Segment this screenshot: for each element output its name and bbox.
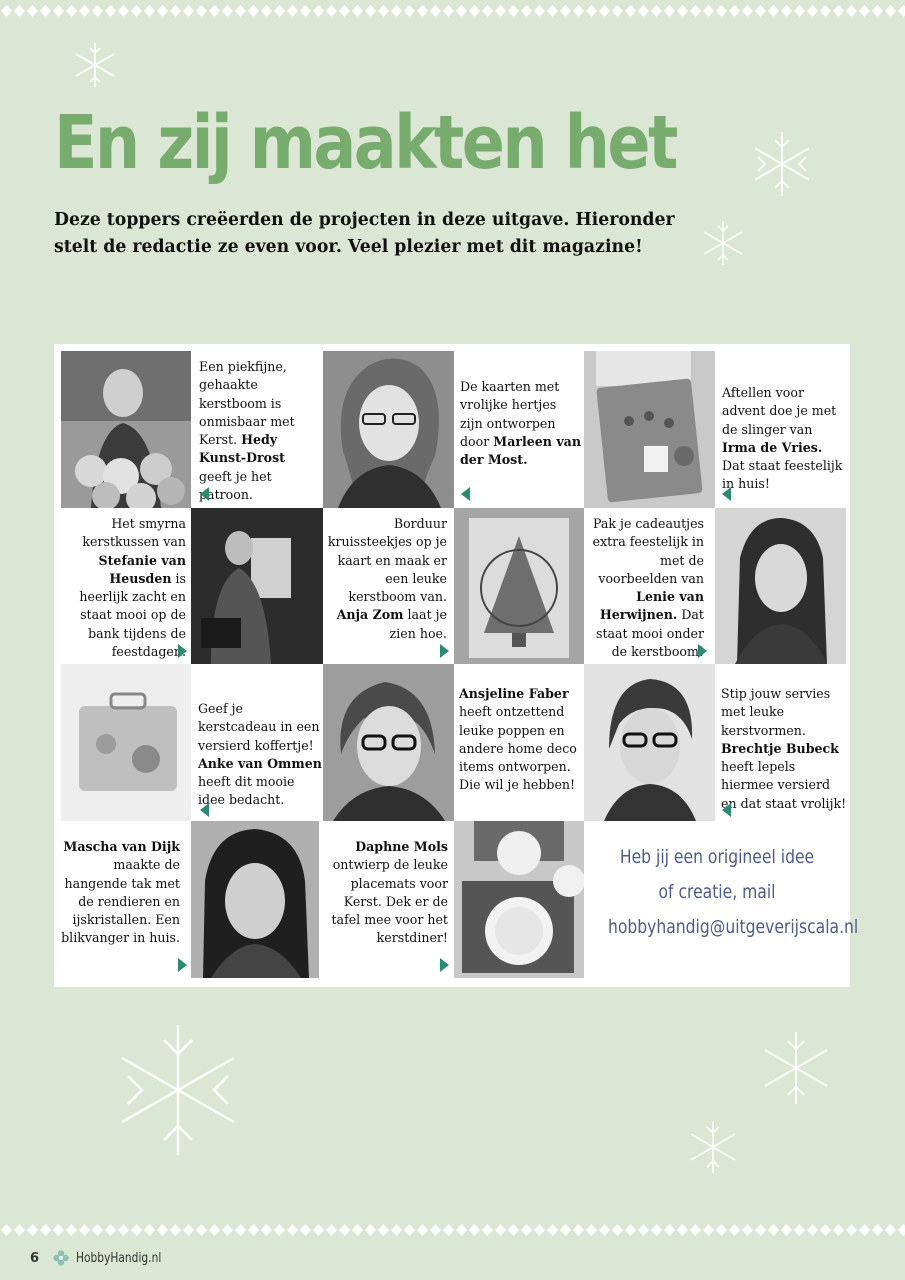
photo-anja-project [454, 508, 584, 664]
blurb-irma [722, 384, 848, 494]
photo-mascha [191, 821, 319, 978]
arrow-right-icon [178, 958, 187, 972]
callout-line: of creatie, mail [658, 881, 776, 903]
maker-name: Anja Zom [336, 607, 404, 623]
photo-daphne-project [454, 821, 584, 978]
maker-name: Daphne Mols [355, 839, 448, 854]
maker-name: Stefanie van Heusden [98, 552, 186, 586]
arrow-right-icon [698, 644, 707, 658]
maker-name: Lenie van Herwijnen. [599, 589, 704, 623]
blurb-text: ontwierp de leuke placemats voor Kerst. Dek er de tafel mee voor het kerstdiner! [331, 857, 448, 946]
photo-anke-project [61, 664, 191, 821]
photo-stefanie [191, 508, 323, 664]
blurb-text: Pak je cadeautjes extra feestelijk in met de voorbeelden van [592, 516, 704, 586]
blurb-stefanie [58, 515, 186, 661]
maker-name: Anke van Ommen [198, 755, 322, 771]
maker-name: Hedy Kunst-Drost [199, 432, 285, 466]
blurb-ansjeline [459, 685, 583, 795]
blurb-text: geeft je het patroon. [199, 468, 272, 503]
photo-brechtje [584, 664, 715, 821]
flower-icon [52, 1249, 70, 1267]
blurb-text: Geef je kerstcadeau in een versierd koffertje! [198, 701, 320, 753]
blurb-hedy [199, 358, 321, 504]
intro-text: Deze toppers creëerden de projecten in deze uitgave. Hieronder stelt de redactie ze even voor. Veel plezier met dit magazine! [54, 210, 675, 257]
arrow-right-icon [178, 644, 187, 658]
snowflake-icon [756, 1028, 836, 1108]
arrow-left-icon [200, 803, 209, 817]
maker-name: Mascha van Dijk [63, 839, 180, 854]
blurb-mascha [60, 838, 180, 948]
diamond-pattern [0, 0, 905, 22]
blurb-text: heeft lepels hiermee versierd en dat staat vrolijk! [721, 759, 847, 811]
blurb-daphne [330, 838, 448, 948]
top-diamond-border [0, 0, 905, 22]
maker-name: Brechtje Bubeck [721, 740, 839, 756]
blurb-text: Aftellen voor advent doe je met de slinger van [722, 385, 837, 437]
blurb-text: Een piekfijne, gehaakte kerstboom is onmisbaar met Kerst. [199, 359, 295, 448]
blurb-text: Het smyrna kerstkussen van [82, 516, 186, 550]
blurb-text: heeft ontzettend leuke poppen en andere home deco items ontworpen. Die wil je hebben! [459, 704, 577, 793]
photo-irma-project [584, 351, 715, 508]
photo-marleen [323, 351, 454, 508]
maker-name: Marleen van der Most. [460, 433, 581, 468]
site-name: HobbyHandig.nl [76, 1251, 162, 1266]
blurb-marleen [460, 378, 582, 469]
blurb-anke [198, 700, 322, 810]
maker-name: Ansjeline Faber [459, 686, 569, 701]
arrow-left-icon [722, 487, 731, 501]
blurb-text: is heerlijk zacht en staat mooi op de bank tijdens de feestdagen. [79, 570, 186, 660]
snowflake-icon [70, 40, 120, 90]
blurb-anja [325, 515, 447, 643]
photo-ansjeline [323, 664, 454, 821]
submission-callout [607, 840, 859, 945]
bottom-diamond-border [0, 1219, 905, 1241]
arrow-right-icon [440, 958, 449, 972]
arrow-left-icon [461, 487, 470, 501]
blurb-text: Borduur kruissteekjes op je kaart en maak er een leuke kerstboom van. [327, 516, 447, 605]
blurb-brechtje [721, 685, 847, 813]
blurb-text: Dat staat mooi onder de kerstboom! [596, 607, 704, 660]
blurb-text: laat je zien hoe. [389, 607, 447, 641]
page-headline: En zij maakten het [54, 100, 676, 186]
page-number: 6 [30, 1251, 40, 1266]
arrow-left-icon [200, 487, 209, 501]
blurb-text: heeft dit mooie idee bedacht. [198, 774, 295, 808]
maker-name: Irma de Vries. [722, 439, 823, 455]
arrow-right-icon [440, 644, 449, 658]
snowflake-icon [684, 1118, 742, 1176]
large-snowflake-icon [108, 1020, 248, 1160]
callout-line: Heb jij een origineel idee [619, 846, 815, 868]
blurb-text: Dat staat feestelijk in huis! [722, 458, 843, 492]
blurb-lenie [586, 515, 704, 661]
snowflake-icon [748, 130, 816, 198]
diamond-pattern [0, 1219, 905, 1241]
photo-lenie [715, 508, 846, 664]
photo-hedy [61, 351, 191, 508]
blurb-text: Stip jouw servies met leuke kerstvormen. [721, 686, 831, 738]
arrow-left-icon [722, 803, 731, 817]
blurb-text: maakte de hangende tak met de rendieren en ijskristallen. Een blikvanger in huis. [61, 857, 180, 946]
blurb-text: De kaarten met vrolijke hertjes zijn ontworpen door [460, 379, 560, 449]
snowflake-icon [698, 218, 748, 268]
email-link[interactable]: hobbyhandig@uitgeverijscala.nl [607, 916, 859, 938]
